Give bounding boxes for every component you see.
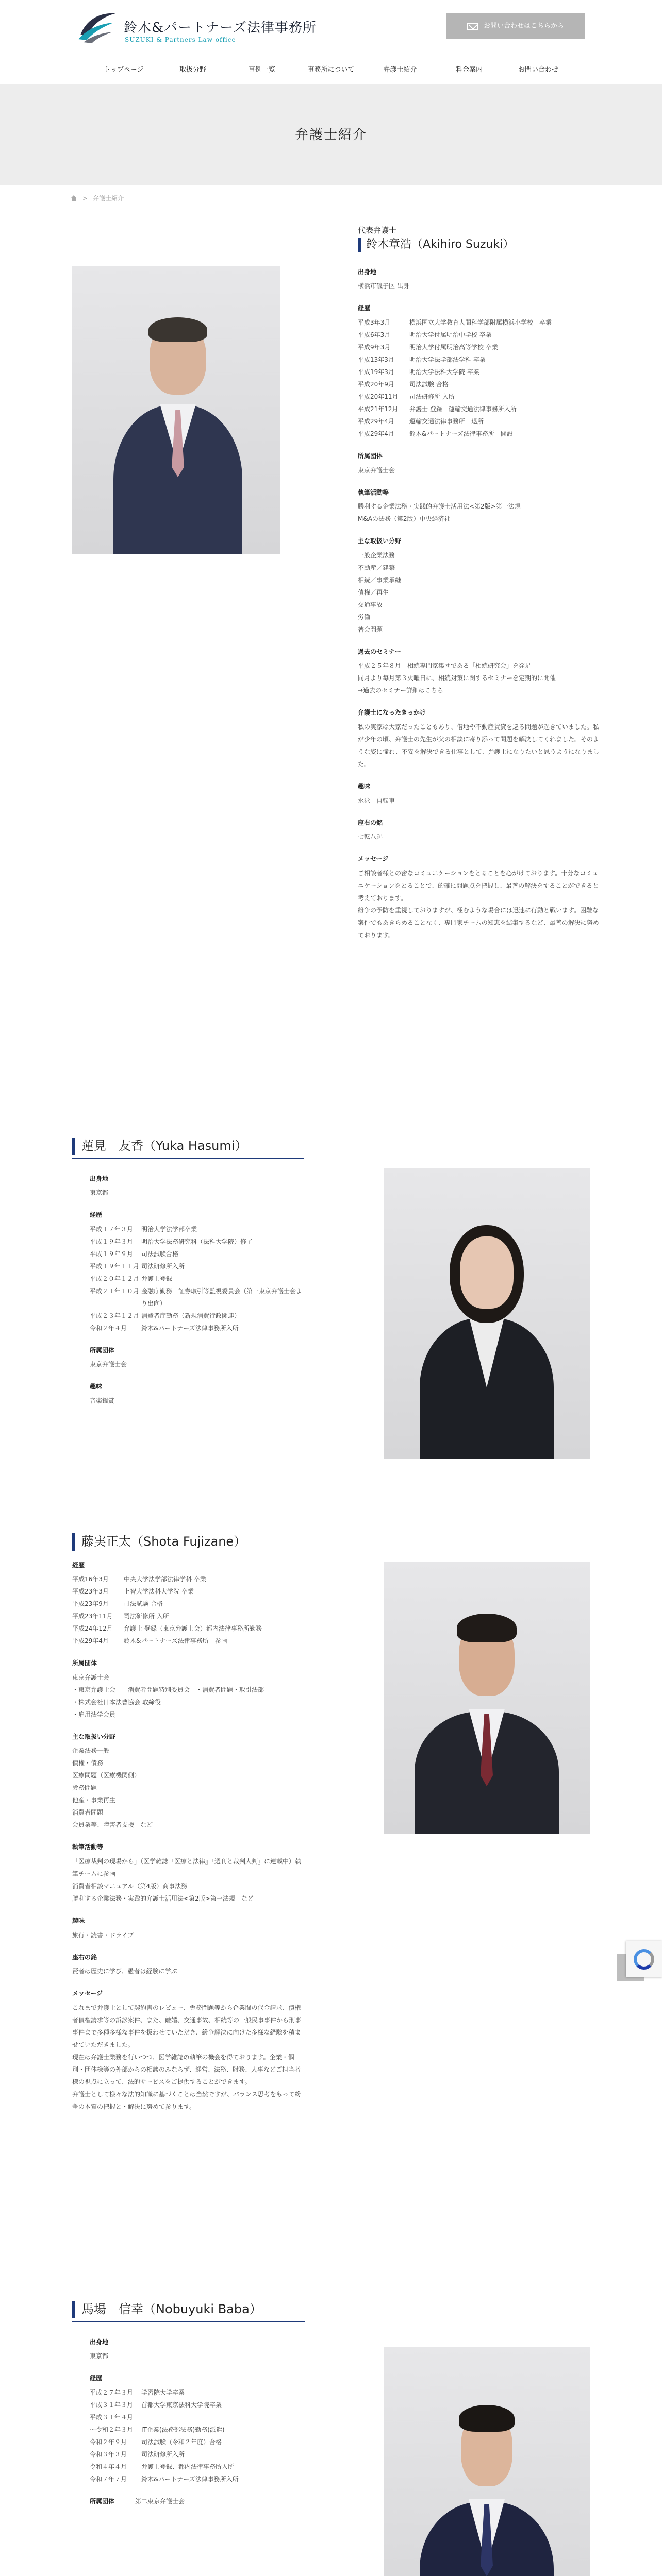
career-row bbox=[90, 1285, 304, 1310]
pub-item: 「医療裁判の現場から」（医学雑誌『医療と法律』『週刊と裁判人判』に連載中）執筆チームに参画 bbox=[72, 1857, 302, 1877]
lawyer-name: 鈴木章浩（Akihiro Suzuki） bbox=[366, 238, 515, 251]
career-year: 平成２１年１０月 bbox=[90, 1287, 140, 1295]
nav-item-lawyers[interactable]: 弁護士紹介 bbox=[383, 66, 417, 74]
career-text: 明治大学法学部法学科 卒業 bbox=[409, 356, 486, 364]
firm-name: 鈴木&パートナーズ法律事務所 bbox=[124, 20, 317, 36]
assoc-item: ・雇用法学会員 bbox=[72, 1710, 116, 1718]
career-text: 明治大学法学部卒業 bbox=[141, 1225, 197, 1233]
motive-label: 弁護士になったきっかけ bbox=[358, 709, 426, 717]
career-year: 平成20年9月 bbox=[358, 381, 394, 388]
career-row bbox=[358, 329, 600, 341]
heading-underline bbox=[72, 2321, 305, 2322]
career-text: 学習院大学卒業 bbox=[141, 2388, 185, 2396]
hobby-label: 趣味 bbox=[358, 783, 371, 790]
field-item: 一般企業法務 bbox=[358, 551, 395, 559]
career-year: 平成9年3月 bbox=[358, 344, 391, 351]
assoc-label: 所属団体 bbox=[90, 1346, 115, 1354]
lawyer-profile-fujizane bbox=[72, 1533, 305, 2113]
contact-button-label: お問い合わせはこちらから bbox=[483, 22, 564, 30]
field-item: 会員業等、障害者支援 など bbox=[72, 1821, 153, 1829]
career-text: 弁護士登録 bbox=[141, 1275, 173, 1282]
lawyer-name: 馬場 信幸（Nobuyuki Baba） bbox=[72, 2301, 305, 2318]
career-year: 平成１９年９月 bbox=[90, 1250, 134, 1258]
nav-item-fees[interactable]: 料金案内 bbox=[455, 66, 483, 74]
career-list bbox=[358, 316, 600, 440]
recaptcha-badge[interactable] bbox=[626, 1941, 662, 1977]
career-text: 司法研修所 入所 bbox=[409, 393, 455, 401]
field-item: 著会問題 bbox=[358, 625, 383, 633]
lawyer-profile-suzuki bbox=[358, 225, 600, 941]
career-year: 平成１９年１１月 bbox=[90, 1262, 140, 1270]
career-year: 平成20年11月 bbox=[358, 393, 399, 401]
birthplace: 東京都 bbox=[90, 1189, 109, 1197]
career-row bbox=[90, 2473, 305, 2485]
career-row bbox=[90, 1223, 304, 1235]
career-year: 平成29年4月 bbox=[358, 418, 394, 426]
mail-icon bbox=[467, 23, 478, 30]
career-year: 平成24年12月 bbox=[72, 1625, 113, 1633]
career-text: IT企業(法務部法務)勤務(派遣) bbox=[141, 2426, 225, 2433]
career-label: 経歴 bbox=[72, 1561, 85, 1569]
assoc: 第二東京弁護士会 bbox=[135, 2497, 185, 2505]
career-row bbox=[72, 1585, 305, 1598]
career-row bbox=[358, 353, 600, 366]
career-row bbox=[72, 1622, 305, 1635]
career-text: 明治大学付属明治中学校 卒業 bbox=[409, 331, 492, 339]
career-label: 経歴 bbox=[358, 304, 371, 312]
career-row bbox=[358, 366, 600, 378]
pub-label: 執筆活動等 bbox=[72, 1843, 104, 1851]
career-row bbox=[358, 403, 600, 415]
pub-item: M&Aの法務（第2版）中央経済社 bbox=[358, 515, 451, 523]
lawyer-photo-suzuki bbox=[72, 266, 280, 554]
birthplace: 横浜市磯子区 出身 bbox=[358, 282, 409, 290]
hobby: 旅行・読書・ドライブ bbox=[72, 1931, 134, 1939]
birthplace-label: 出身地 bbox=[90, 2338, 109, 2346]
assoc-label: 所属団体 bbox=[358, 452, 383, 460]
contact-button[interactable] bbox=[446, 13, 585, 39]
breadcrumb-separator: > bbox=[82, 195, 88, 202]
career-row bbox=[90, 2411, 305, 2424]
career-list bbox=[90, 2386, 305, 2485]
career-text: 中央大学法学部法律学科 卒業 bbox=[124, 1575, 206, 1583]
motto-label: 座右の銘 bbox=[72, 1953, 97, 1961]
assoc-item: ・株式会社日本法曹協会 取締役 bbox=[72, 1698, 161, 1706]
hobby: 音楽鑑賞 bbox=[90, 1397, 115, 1404]
career-text: 司法研修所 入所 bbox=[124, 1613, 169, 1620]
hobby-label: 趣味 bbox=[72, 1917, 85, 1924]
nav-item-top[interactable]: トップページ bbox=[104, 66, 144, 74]
lawyer-profile-baba bbox=[72, 2301, 305, 2509]
breadcrumb-current: 弁護士紹介 bbox=[93, 195, 124, 202]
hobby-label: 趣味 bbox=[90, 1383, 103, 1391]
heading-underline bbox=[72, 1158, 304, 1159]
pub-label: 執筆活動等 bbox=[358, 488, 389, 496]
career-row bbox=[90, 2386, 305, 2399]
career-label: 経歴 bbox=[90, 2375, 103, 2382]
pub-item: 消費者相談マニュアル（第4版）商事法務 bbox=[72, 1882, 188, 1890]
career-row bbox=[358, 316, 600, 329]
birthplace: 東京都 bbox=[90, 2352, 109, 2360]
career-row bbox=[358, 391, 600, 403]
field-item: 不動産／建築 bbox=[358, 564, 395, 571]
career-row bbox=[90, 2461, 305, 2473]
career-row bbox=[358, 415, 600, 428]
career-text: 明治大学法務研究科（法科大学院）修了 bbox=[141, 1238, 253, 1245]
career-text: 首都大学東京法科大学院卒業 bbox=[141, 2401, 222, 2409]
career-row bbox=[90, 1310, 304, 1322]
message-label: メッセージ bbox=[72, 1990, 103, 1997]
career-text: 上智大学法科大学院 卒業 bbox=[124, 1588, 194, 1596]
nav-item-fields[interactable]: 取扱分野 bbox=[179, 66, 206, 74]
career-list bbox=[72, 1573, 305, 1647]
fields-label: 主な取扱い分野 bbox=[72, 1733, 116, 1740]
seminar-item: 同月より毎月第３火曜日に、相続対策に関するセミナーを定期的に開催 bbox=[358, 674, 556, 682]
career-text: 鈴木&パートナーズ法律事務所入所 bbox=[141, 2475, 239, 2483]
career-row bbox=[90, 1235, 304, 1248]
career-text: 弁護士 登録（東京弁護士会）都内法律事務所勤務 bbox=[124, 1625, 262, 1633]
assoc-label-text: 所属団体 bbox=[90, 2497, 115, 2505]
career-text: 明治大学付属明治高等学校 卒業 bbox=[409, 344, 498, 351]
field-item: 債権／再生 bbox=[358, 588, 389, 596]
hobby: 水泳 自転車 bbox=[358, 796, 395, 804]
lawyer-name: 蓮見 友香（Yuka Hasumi） bbox=[72, 1138, 304, 1155]
career-year: 平成23年11月 bbox=[72, 1613, 113, 1620]
home-icon[interactable] bbox=[70, 195, 77, 201]
career-list bbox=[90, 1223, 304, 1334]
lawyer-name-heading bbox=[358, 238, 600, 252]
message: ご相談者様との密なコミュニケーションをとることを心がけております。十分なコミュニケーションをとることで、的確に問題点を把握し、最善の解決をすることができると考えております。 紛争の予防を重視しておりますが、極むような場合には迅速に行動と戦います。困難な案件でもあきらめることなく、専門家チームの知恵を結集するなど、最善の解決に努めております。 bbox=[358, 869, 599, 939]
lawyer-name: 藤実正太（Shota Fujizane） bbox=[72, 1533, 305, 1551]
career-text: 消費者庁勤務（新規消費行政関連） bbox=[141, 1312, 241, 1319]
career-year: 平成29年4月 bbox=[72, 1637, 109, 1645]
field-item: 消費者問題 bbox=[72, 1809, 104, 1817]
assoc-label: 所属団体 bbox=[72, 1659, 97, 1667]
career-row bbox=[90, 2424, 305, 2436]
career-row bbox=[90, 2436, 305, 2448]
recaptcha-icon bbox=[634, 1949, 654, 1970]
career-row bbox=[90, 1273, 304, 1285]
career-year: 平成19年3月 bbox=[358, 368, 394, 376]
global-nav bbox=[0, 58, 662, 83]
site-logo[interactable] bbox=[76, 6, 317, 46]
career-text: 弁護士登録、都内法律事務所入所 bbox=[141, 2463, 235, 2470]
career-row bbox=[90, 1322, 304, 1334]
seminar-link[interactable]: →過去のセミナー詳細はこちら bbox=[358, 687, 444, 694]
field-item: 他産・事業再生 bbox=[72, 1797, 116, 1804]
career-row bbox=[90, 1260, 304, 1273]
message-label: メッセージ bbox=[358, 855, 389, 863]
nav-item-about[interactable]: 事務所について bbox=[307, 66, 355, 74]
career-text: 鈴木&パートナーズ法律事務所 開設 bbox=[409, 430, 513, 438]
career-text: 鈴木&パートナーズ法律事務所入所 bbox=[141, 1324, 239, 1332]
career-year: 平成13年3月 bbox=[358, 356, 394, 364]
career-text: 司法研修所入所 bbox=[141, 1262, 185, 1270]
firm-name-en: SUZUKI & Partners Law office bbox=[125, 36, 236, 43]
career-text: 金融庁勤務 証券取引等監視委員会（第一東京弁護士会より出向） bbox=[141, 1287, 303, 1307]
career-year: 平成23年9月 bbox=[72, 1600, 109, 1608]
career-row bbox=[90, 1248, 304, 1260]
career-year: 平成23年3月 bbox=[72, 1588, 109, 1596]
career-text: 司法試験 合格 bbox=[409, 381, 449, 388]
career-row bbox=[72, 1598, 305, 1610]
lawyer-photo-baba bbox=[384, 2347, 590, 2576]
assoc: 東京弁護士会 bbox=[358, 466, 395, 474]
assoc-item: 東京弁護士会 bbox=[72, 1673, 110, 1681]
career-text: 司法試験合格 bbox=[141, 1250, 179, 1258]
site-header bbox=[0, 0, 662, 58]
assoc: 東京弁護士会 bbox=[90, 1361, 127, 1368]
motto: 七転八起 bbox=[358, 833, 383, 841]
career-text: 司法試験 合格 bbox=[124, 1600, 163, 1608]
nav-item-contact[interactable]: お問い合わせ bbox=[518, 66, 558, 74]
message: これまで弁護士として契約書のレビュー、労務問題等から企業間の代金請求、債権者債権請求等の訴訟案件、また、離婚、交通事故、相続等の一般民事事件から刑事事件まで多種多様な事件を扱わせていただき、紛争解決に向けた多様な経験を積ませていただきました。 現在は弁護士業務を行いつつ、医学雑誌の執筆の機会を得ております。企業・個別・団体様等の外部からの相談のみならず、経営、法務、財務、人事などご担当者様の視点に立って、法的サービスをご提供することができます。 弁護士として様々な法的知識に基づくことは当然ですが、バランス思考をもって紛争の本質の把握と・解決に努めて参ります。 bbox=[72, 2004, 302, 2110]
assoc-item: ・東京弁護士会 消費者問題特別委員会 ・消費者問題・取引法部 bbox=[72, 1686, 264, 1693]
career-row bbox=[72, 1635, 305, 1647]
lawyer-role: 代表弁護士 bbox=[358, 226, 397, 235]
career-year: 平成１７年３月 bbox=[90, 1225, 134, 1233]
page-title: 弁護士紹介 bbox=[294, 127, 367, 143]
career-year: 平成２０年１２月 bbox=[90, 1275, 140, 1282]
career-year: 令和２年９月 bbox=[90, 2438, 127, 2446]
career-year: 〜令和２年３月 bbox=[90, 2426, 134, 2433]
career-year: 平成21年12月 bbox=[358, 405, 399, 413]
career-text: 司法研修所入所 bbox=[141, 2450, 185, 2458]
career-year: 令和４年４月 bbox=[90, 2463, 127, 2470]
career-year: 平成6年3月 bbox=[358, 331, 391, 339]
career-year: 平成16年3月 bbox=[72, 1575, 109, 1583]
career-text: 横浜国立大学教育人間科学部附属横浜小学校 卒業 bbox=[409, 319, 552, 327]
career-row bbox=[72, 1610, 305, 1622]
career-text: 明治大学法科大学院 卒業 bbox=[409, 368, 479, 376]
pub-item: 勝利する企業法務・実践的弁護士活用法<第2版>第一法規 bbox=[358, 503, 521, 511]
field-item: 交通事故 bbox=[358, 601, 383, 608]
career-year: 令和３年３月 bbox=[90, 2450, 127, 2458]
motto-label: 座右の銘 bbox=[358, 819, 383, 826]
career-year: 平成２３年１２月 bbox=[90, 1312, 140, 1319]
lawyer-profile-hasumi bbox=[72, 1138, 304, 1407]
birthplace-label: 出身地 bbox=[90, 1175, 109, 1182]
career-row bbox=[72, 1573, 305, 1585]
career-year: 平成３１年４月 bbox=[90, 2413, 134, 2421]
career-row bbox=[90, 2399, 305, 2411]
career-year: 令和７年７月 bbox=[90, 2475, 127, 2483]
motto: 賢者は歴史に学び、愚者は経験に学ぶ bbox=[72, 1968, 177, 1975]
career-year: 平成１９年３月 bbox=[90, 1238, 134, 1245]
field-item: 労務問題 bbox=[72, 1784, 97, 1792]
career-row bbox=[358, 428, 600, 440]
career-text: 鈴木&パートナーズ法律事務所 参画 bbox=[124, 1637, 227, 1645]
seminar-label: 過去のセミナー bbox=[358, 648, 402, 655]
assoc-label bbox=[90, 2497, 305, 2506]
career-text: 司法試験（令和２年度）合格 bbox=[141, 2438, 222, 2446]
career-year: 平成２７年３月 bbox=[90, 2388, 134, 2396]
career-row bbox=[358, 378, 600, 391]
field-item: 企業法務一般 bbox=[72, 1747, 110, 1755]
career-row bbox=[358, 341, 600, 353]
lawyer-photo-fujizane bbox=[384, 1562, 590, 1834]
field-item: 医療問題（医療機関側） bbox=[72, 1772, 141, 1780]
page-title-band bbox=[0, 84, 662, 185]
career-year: 平成3年3月 bbox=[358, 319, 391, 327]
career-label: 経歴 bbox=[90, 1211, 103, 1219]
fields-label: 主な取扱い分野 bbox=[358, 537, 402, 545]
career-year: 平成３１年３月 bbox=[90, 2401, 134, 2409]
logo-mark-icon bbox=[76, 8, 120, 44]
seminar-item: 平成２５年８月 相続専門家集団である「相続研究会」を発足 bbox=[358, 662, 532, 670]
lawyer-photo-hasumi bbox=[384, 1168, 590, 1459]
nav-item-cases[interactable]: 事例一覧 bbox=[248, 66, 275, 74]
career-row bbox=[90, 2448, 305, 2461]
pub-item: 勝利する企業法務・実践的弁護士活用法<第2版>第一法規 など bbox=[72, 1894, 254, 1902]
field-item: 債権・債務 bbox=[72, 1759, 104, 1767]
career-year: 平成29年4月 bbox=[358, 430, 394, 438]
career-text: 弁護士 登録 運輸交通法律事務所入所 bbox=[409, 405, 517, 413]
field-item: 相続／事業承継 bbox=[358, 576, 402, 584]
career-year: 令和２年４月 bbox=[90, 1324, 127, 1332]
motive: 私の実家は大家だったこともあり、借地や不動産賃貸を巡る問題が起きていました。私が少年の頃、弁護士の先生が父の相談に寄り添って問題を解決してくれました。そのような姿に憧れ、不安を解決できる仕事として、弁護士になりたいと思うようになりました。 bbox=[358, 723, 600, 768]
birthplace-label: 出身地 bbox=[358, 268, 377, 276]
career-text: 運輸交通法律事務所 退所 bbox=[409, 418, 484, 426]
field-item: 労働 bbox=[358, 613, 371, 621]
breadcrumb bbox=[70, 194, 124, 204]
